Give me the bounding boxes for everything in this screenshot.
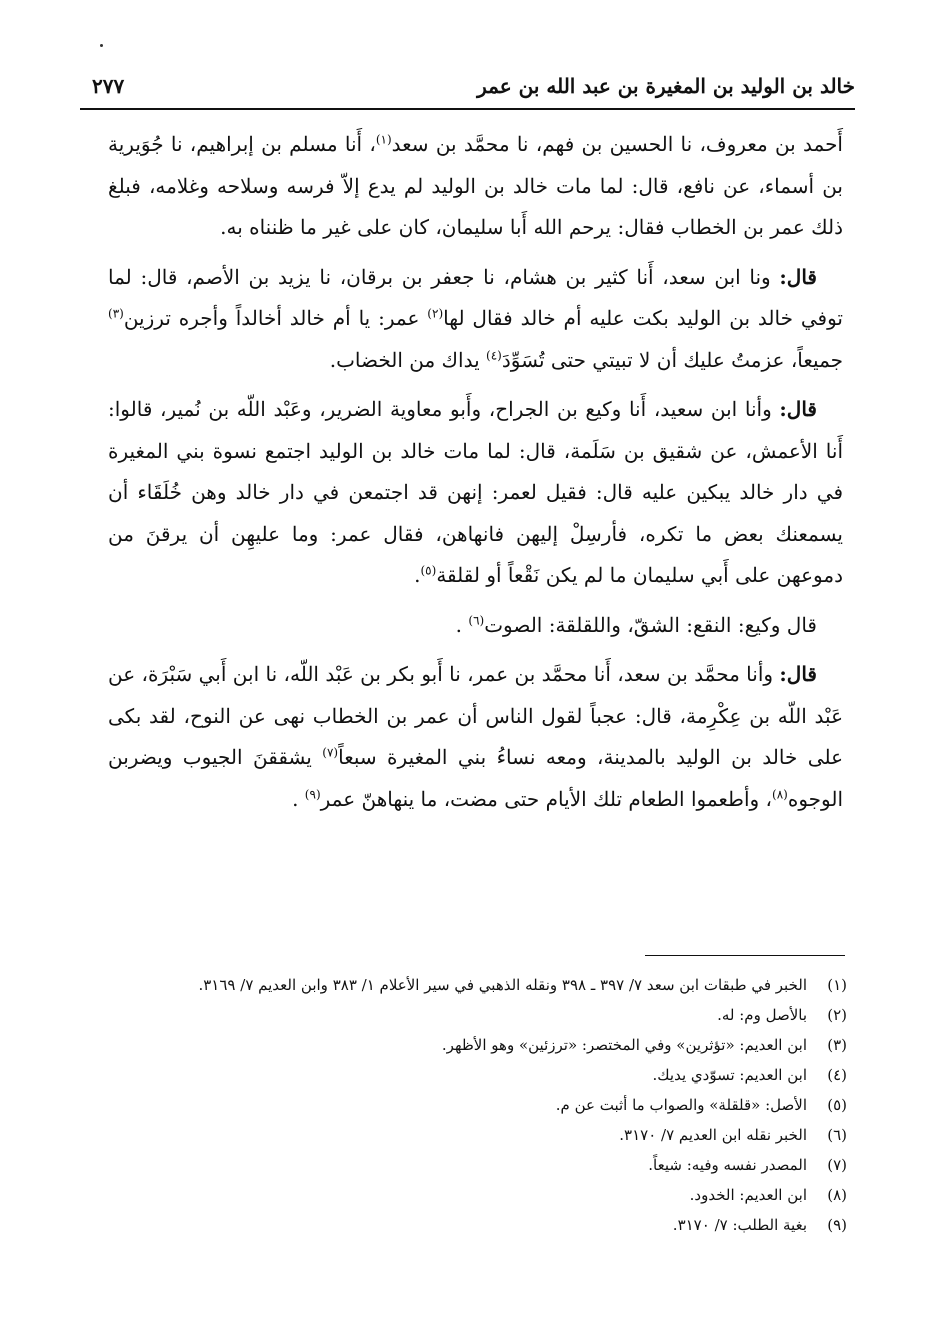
footnote-ref[interactable]: (٦) (468, 612, 485, 627)
footnote-ref[interactable]: (٤) (486, 347, 502, 362)
footnote-number: (٨) (827, 1186, 847, 1204)
footnote (95, 1090, 847, 1120)
footnote-text: ابن العديم: الخدود. (689, 1186, 807, 1204)
main-text (108, 124, 843, 828)
header-rule (80, 108, 855, 110)
footnote-number: (٣) (827, 1036, 847, 1054)
running-header-title: خالد بن الوليد بن المغيرة بن عبد الله بن عمر (477, 74, 855, 98)
footnote-ref[interactable]: (٥) (420, 563, 437, 578)
footnote (95, 1180, 847, 1210)
footnote (95, 1000, 847, 1030)
paragraph-text: أَحمد بن معروف، نا الحسين بن فهم، نا محمَّد بن سعد (391, 132, 843, 156)
paragraph-1 (108, 124, 843, 249)
paragraph-text: وأنا ابن سعيد، أَنا وكيع بن الجراح، وأَبو معاوية الضرير، وعَبْد اللّه بن نُمير، قالوا: أَنا الأعمش، عن شقيق بن سَلَمة، قال: لما مات خالد بن الوليد اجتمع نسوة بني المغيرة في دار خالد يبكين عليه قال: فقيل لعمر: إنهن قد اجتمعن في دار خالد وهن خُلَقَاء أن يسمعنك بعض ما تكره، فأرسِلْ إليهن فانهاهن، فقال عمر: وما عليهِن أن يرقنَ من دموعهن على أَبي سليمان ما لم يكن نَقْعاً أو لقلقة (108, 397, 843, 587)
footnote-number: (٢) (827, 1006, 847, 1024)
footnote-number: (١) (827, 976, 847, 994)
footnote-text: بغية الطلب: ٧/ ٣١٧٠. (672, 1216, 807, 1234)
narration-label: قال: (779, 397, 817, 421)
footnote-text: الخبر في طبقات ابن سعد ٧/ ٣٩٧ ـ ٣٩٨ ونقله الذهبي في سير الأعلام ١/ ٣٨٣ وابن العديم ٧/ ٣١٦٩. (198, 976, 807, 994)
footnote (95, 1120, 847, 1150)
footnote (95, 1210, 847, 1240)
footnote-number: (٦) (827, 1126, 847, 1144)
footnote-rule (645, 955, 845, 956)
page-number: ٢٧٧ (92, 74, 125, 98)
scan-speck (100, 44, 103, 47)
paragraph-text: قال وكيع: النقع: الشقّ، واللقلقة: الصوت (484, 612, 817, 637)
footnotes (95, 970, 847, 1240)
paragraph-text: . (292, 786, 305, 811)
paragraph-text: وأنا محمَّد بن سعد، أَنا محمَّد بن عمر، نا أَبو بكر بن عَبْد اللّه، نا ابن أَبي سَبْرَة، عن عَبْد اللّه بن عِكْرِمة، قال: عجباً لقول الناس أن عمر بن الخطاب نهى عن النوح، لقد بكى على خالد بن الوليد بالمدينة، ومعه نساءُ بني المغيرة سبعاً (108, 662, 843, 769)
footnote (95, 1150, 847, 1180)
footnote-ref[interactable]: (٣) (108, 306, 124, 321)
paragraph-text: ، أَنا مسلم بن إبراهيم، نا جُوَيرية بن أسماء، عن نافع، قال: لما مات خالد بن الوليد لم يدع إلاّ فرسه وسلاحه وغلامه، فبلغ ذلك عمر بن الخطاب فقال: يرحم الله أَبا سليمان، كان على غير ما ظنناه به. (108, 132, 843, 239)
footnote (95, 1060, 847, 1090)
paragraph-5 (108, 654, 843, 820)
paragraph-text: جميعاً، عزمتُ عليك أن لا تبيتي حتى تُسَوِّدَ (501, 347, 843, 372)
footnote-ref[interactable]: (٩) (304, 786, 321, 801)
running-header (80, 74, 855, 106)
paragraph-text: . (414, 563, 421, 587)
footnote-ref[interactable]: (٨) (772, 786, 788, 801)
footnote-ref[interactable]: (١) (375, 132, 392, 147)
footnote-ref[interactable]: (٧) (322, 745, 339, 760)
footnote-text: بالأصل وم: له. (717, 1006, 807, 1024)
paragraph-text: يشققنَ الجيوب ويضربن الوجوه (108, 745, 843, 811)
narration-label: قال: (779, 662, 817, 686)
footnote-text: الخبر نقله ابن العديم ٧/ ٣١٧٠. (619, 1126, 807, 1144)
paragraph-text: ونا ابن سعد، أَنا كثير بن هشام، نا جعفر بن برقان، نا يزيد بن الأصم، قال: لما توفي خالد بن الوليد بكت عليه أم خالد فقال لها (108, 264, 843, 330)
paragraph-4 (108, 605, 843, 647)
footnote (95, 970, 847, 1000)
paragraph-text: ، وأطعموا الطعام تلك الأيام حتى مضت، ما ينهاهنّ عمر (320, 786, 773, 811)
footnote-text: ابن العديم: «تؤثرين» وفي المختصر: «ترزئين» وهو الأظهر. (441, 1036, 807, 1054)
paragraph-2 (108, 257, 843, 382)
footnote-text: المصدر نفسه وفيه: شيعاً. (648, 1156, 807, 1174)
paragraph-text: . (455, 612, 469, 637)
footnote-number: (٧) (827, 1156, 847, 1174)
footnote-text: الأصل: «قلقلة» والصواب ما أثبت عن م. (555, 1096, 807, 1114)
footnote-text: ابن العديم: تسوّدي يديك. (652, 1066, 807, 1084)
narration-label: قال: (779, 264, 817, 289)
footnote-ref[interactable]: (٢) (427, 306, 444, 321)
footnote (95, 1030, 847, 1060)
footnote-number: (٤) (827, 1066, 847, 1084)
paragraph-3 (108, 389, 843, 597)
footnote-number: (٥) (827, 1096, 847, 1114)
paragraph-text: يداك من الخضاب. (329, 347, 487, 372)
footnote-number: (٩) (827, 1216, 847, 1234)
paragraph-text: عمر: يا أم خالد أخالداً وأجره ترزين (123, 306, 428, 330)
